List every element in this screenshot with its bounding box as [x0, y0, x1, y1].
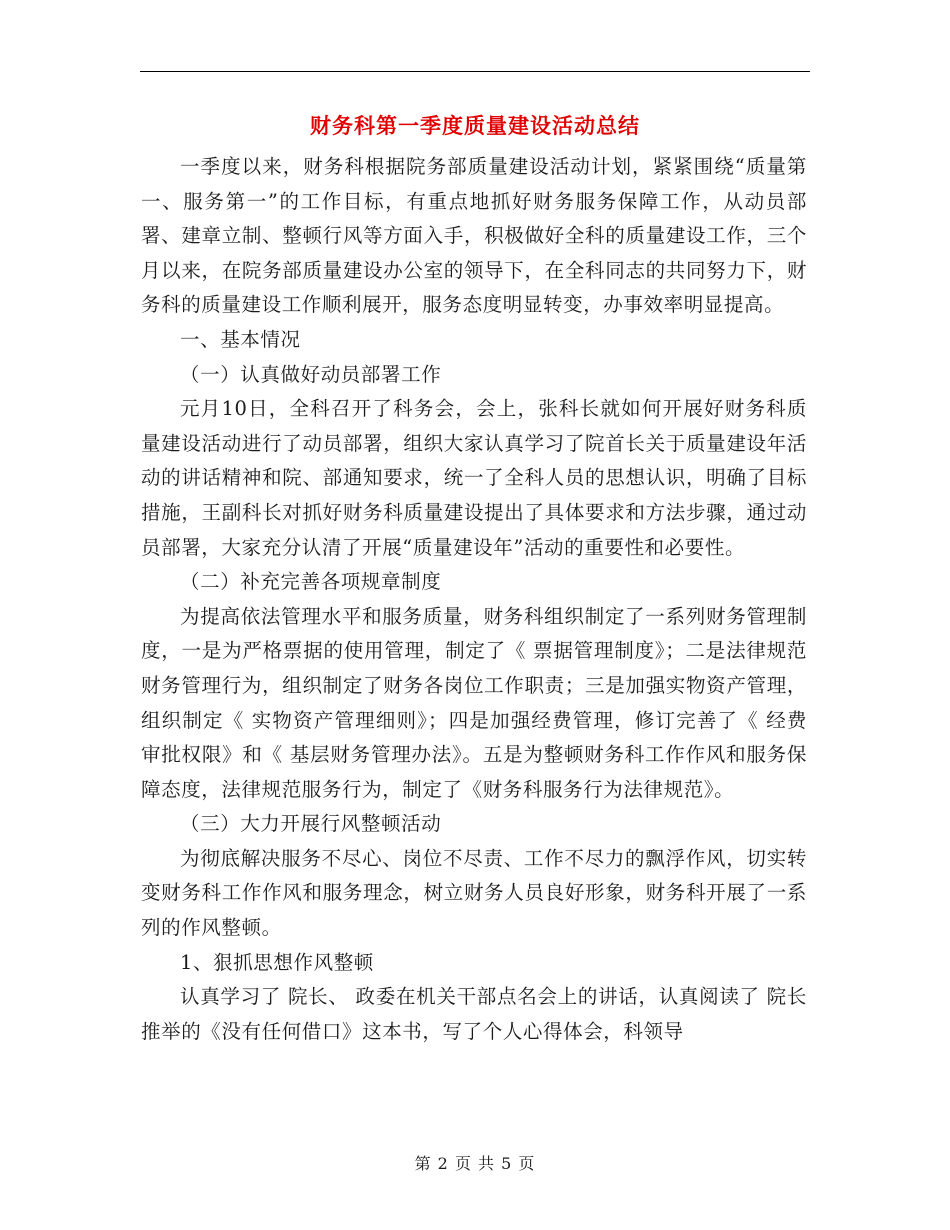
section-heading-basic-situation: 一、基本情况 — [180, 327, 301, 351]
subsection-heading-regulations: （二）补充完善各项规章制度 — [180, 570, 442, 594]
page-number: 第 2 页 共 5 页 — [414, 1154, 536, 1173]
paragraph-conduct-rectification: 为彻底解决服务不尽心、岗位不尽责、工作不尽力的飘浮作风，切实转变财务科工作作风和服务理念，树立财务人员良好形象，财务科开展了一系列的作风整顿。 — [141, 846, 807, 940]
paragraph-ideology: 认真学习了 院长、 政委在机关干部点名会上的讲话，认真阅读了 院长推举的《没有任何借口》这本书，写了个人心得体会，科领导 — [141, 985, 807, 1043]
paragraph-intro: 一季度以来，财务科根据院务部质量建设活动计划，紧紧围绕“质量第一、服务第一”的工作目标，有重点地抓好财务服务保障工作，从动员部署、建章立制、整顿行风等方面入手，积极做好全科的质量建设工作，三个月以来，在院务部质量建设办公室的领导下，在全科同志的共同努力下，财务科的质量建设工作顺利展开，服务态度明显转变，办事效率明显提高。 — [141, 155, 807, 317]
paragraph-mobilization: 元月10日，全科召开了科务会，会上，张科长就如何开展好财务科质量建设活动进行了动员部署，组织大家认真学习了院首长关于质量建设年活动的讲话精神和院、部通知要求，统一了全科人员的思想认识，明确了目标措施，王副科长对抓好财务科质量建设提出了具体要求和方法步骤，通过动员部署，大家充分认清了开展“质量建设年”活动的重要性和必要性。 — [141, 397, 807, 559]
header-rule — [140, 71, 810, 72]
subsection-heading-mobilization: （一）认真做好动员部署工作 — [180, 362, 442, 386]
subsection-heading-conduct-rectification: （三）大力开展行风整顿活动 — [180, 812, 442, 836]
document-title: 财务科第一季度质量建设活动总结 — [310, 114, 640, 138]
document-body — [141, 150, 807, 1049]
paragraph-regulations: 为提高依法管理水平和服务质量，财务科组织制定了一系列财务管理制度，一是为严格票据的使用管理，制定了《 票据管理制度》；二是法律规范财务管理行为，组织制定了财务各岗位工作职责；三是加强实物资产管理，组织制定《 实物资产管理细则》；四是加强经费管理，修订完善了《 经费审批权限》和《 基层财务管理办法》。五是为整顿财务科工作作风和服务保障态度，法律规范服务行为，制定了《财务科服务行为法律规范》。 — [141, 604, 807, 801]
item-heading-ideology: 1、狠抓思想作风整顿 — [180, 950, 374, 974]
